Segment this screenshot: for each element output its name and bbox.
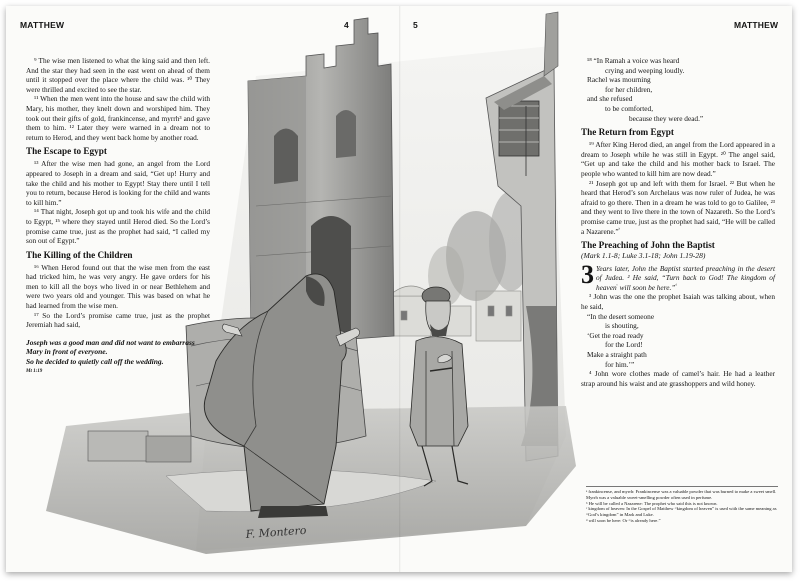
poem-isaiah bbox=[581, 312, 775, 370]
poem-line: and she refused bbox=[587, 94, 633, 104]
verse-2-end: will soon be here.” bbox=[617, 282, 676, 292]
poem-line: for the Lord! bbox=[605, 340, 643, 350]
footnote-marker: ᶜ bbox=[616, 282, 618, 288]
poem-line: Make a straight path bbox=[587, 350, 647, 360]
bible-spread bbox=[6, 6, 792, 572]
left-text-column bbox=[26, 56, 210, 376]
footnote-c: ᶜ kingdom of heaven: In the Gospel of Matthew “kingdom of heaven” is used with the same meaning as “God’s kingdom” in Mark and Luke. bbox=[586, 506, 777, 518]
poem-ramah bbox=[581, 56, 775, 123]
heading-escape-to-egypt: The Escape to Egypt bbox=[26, 146, 107, 157]
footnotes bbox=[586, 486, 778, 524]
footnote-d: ᵈ will soon be here: Or “is already here.” bbox=[586, 517, 661, 523]
parallel-references: (Mark 1.1-8; Luke 3.1-18; John 1.19-28) bbox=[581, 251, 706, 261]
chapter-number: 3 bbox=[581, 259, 594, 289]
verse-16: ¹⁶ When Herod found out that the wise men from the east had tricked him, he was very angry. He gave orders for his men to kill all the boys who lived in or near Bethlehem and were two years old and younger. This was based on what he had learned from the wise men. bbox=[26, 262, 210, 311]
verse-13: ¹³ After the wise men had gone, an angel from the Lord appeared to Joseph in a dream and said, “Get up! Hurry and take the child and his mother to Egypt! Stay there until I tell you to return, because Herod is looking for the child and wants to kill him.” bbox=[26, 159, 210, 207]
callout-reference: Mt 1:19 bbox=[26, 368, 43, 374]
poem-line: ‘Get the road ready bbox=[587, 330, 644, 340]
verse-4: ⁴ John wore clothes made of camel’s hair. He had a leather strap around his waist and ate grasshoppers and wild honey. bbox=[581, 369, 775, 388]
verse-21-23-text: ²¹ Joseph got up and left with them for Israel. ²² But when he heard that Herod’s son Archelaus was now ruler of Judea, he was afraid to go there. Then in a dream he was told to go to Galilee, ²³ and they went to live there in the town of Nazareth. So the Lord’s promise came true, just as the prophet had said, “He will be called a Nazarene.” bbox=[581, 178, 775, 236]
poem-line: “In the desert someone bbox=[587, 311, 655, 321]
callout-quote bbox=[26, 338, 210, 376]
right-text-column bbox=[581, 56, 775, 388]
right-running-head: MATTHEW bbox=[734, 20, 779, 30]
verse-21-23 bbox=[581, 179, 775, 237]
poem-line: crying and weeping loudly. bbox=[605, 65, 685, 75]
heading-killing-of-children: The Killing of the Children bbox=[26, 249, 133, 260]
poem-line: for him.’” bbox=[605, 359, 635, 369]
left-running-head: MATTHEW bbox=[20, 20, 65, 30]
right-page-number: 5 bbox=[413, 20, 418, 30]
illustration-signature: F. Montero bbox=[245, 523, 307, 541]
poem-line: to be comforted, bbox=[605, 103, 654, 113]
footnote-marker: ᵈ bbox=[675, 282, 677, 288]
footnote-a: ᵃ frankincense, and myrrh: Frankincense was a valuable powder that was burned to make a sweet smell. Myrrh was a valuable sweet-smelling powder often used in perfume. bbox=[586, 489, 777, 500]
footnote-marker: ᵇ bbox=[618, 226, 621, 232]
heading-return-from-egypt: The Return from Egypt bbox=[581, 127, 674, 138]
chapter-3-opening bbox=[581, 259, 775, 293]
callout-line-2: So he decided to quietly call off the wedding. bbox=[26, 357, 164, 367]
poem-line: ¹⁸ “In Ramah a voice was heard bbox=[587, 56, 680, 65]
verse-1-2: Years later, John the Baptist started preaching in the desert of Judea. ² He said, “Turn back to God! The kingdom of heaven bbox=[596, 263, 775, 292]
verse-9-10: ⁹ The wise men listened to what the king said and then left. And the star they had seen in the east went on ahead of them until it stopped over the place where the child was. ¹⁰ They were thrilled and excited to see the star. bbox=[26, 56, 210, 94]
heading-preaching-of-john: The Preaching of John the Baptist bbox=[581, 240, 715, 251]
verse-3: ³ John was the one the prophet Isaiah was talking about, when he said, bbox=[581, 292, 775, 312]
verse-17: ¹⁷ So the Lord’s promise came true, just as the prophet Jeremiah had said, bbox=[26, 310, 210, 330]
verse-11-12: ¹¹ When the men went into the house and saw the child with Mary, his mother, they knelt down and worshiped him. They took out their gifts of gold, frankincense, and myrrh³ and gave them to him. ¹² Later they were warned in a dream not to return to Herod, and they went back home by another road. bbox=[26, 94, 210, 142]
verse-14-15: ¹⁴ That night, Joseph got up and took his wife and the child to Egypt, ¹⁵ where they stayed until Herod died. So the Lord’s promise came true, just as the prophet had said, “I called my son out of Egypt.” bbox=[26, 207, 210, 246]
gutter-shadow bbox=[399, 6, 401, 572]
verse-19-20: ¹⁹ After King Herod died, an angel from the Lord appeared in a dream to Joseph while he was still in Egypt. ²⁰ The angel said, “Get up and take the child and his mother back to Israel. The people who wanted to kill him are now dead.” bbox=[581, 140, 775, 178]
poem-line: is shouting, bbox=[605, 321, 639, 331]
poem-line: Rachel was mourning bbox=[587, 75, 651, 85]
footnote-b: ᵇ He will be called a Nazarene: The prophet who said this is not known. bbox=[586, 500, 718, 506]
poem-line: because they were dead.” bbox=[629, 113, 704, 123]
poem-line: for her children, bbox=[605, 84, 653, 94]
callout-line-1: Joseph was a good man and did not want to embarrass Mary in front of everyone. bbox=[26, 337, 195, 357]
left-page-number: 4 bbox=[344, 20, 349, 30]
